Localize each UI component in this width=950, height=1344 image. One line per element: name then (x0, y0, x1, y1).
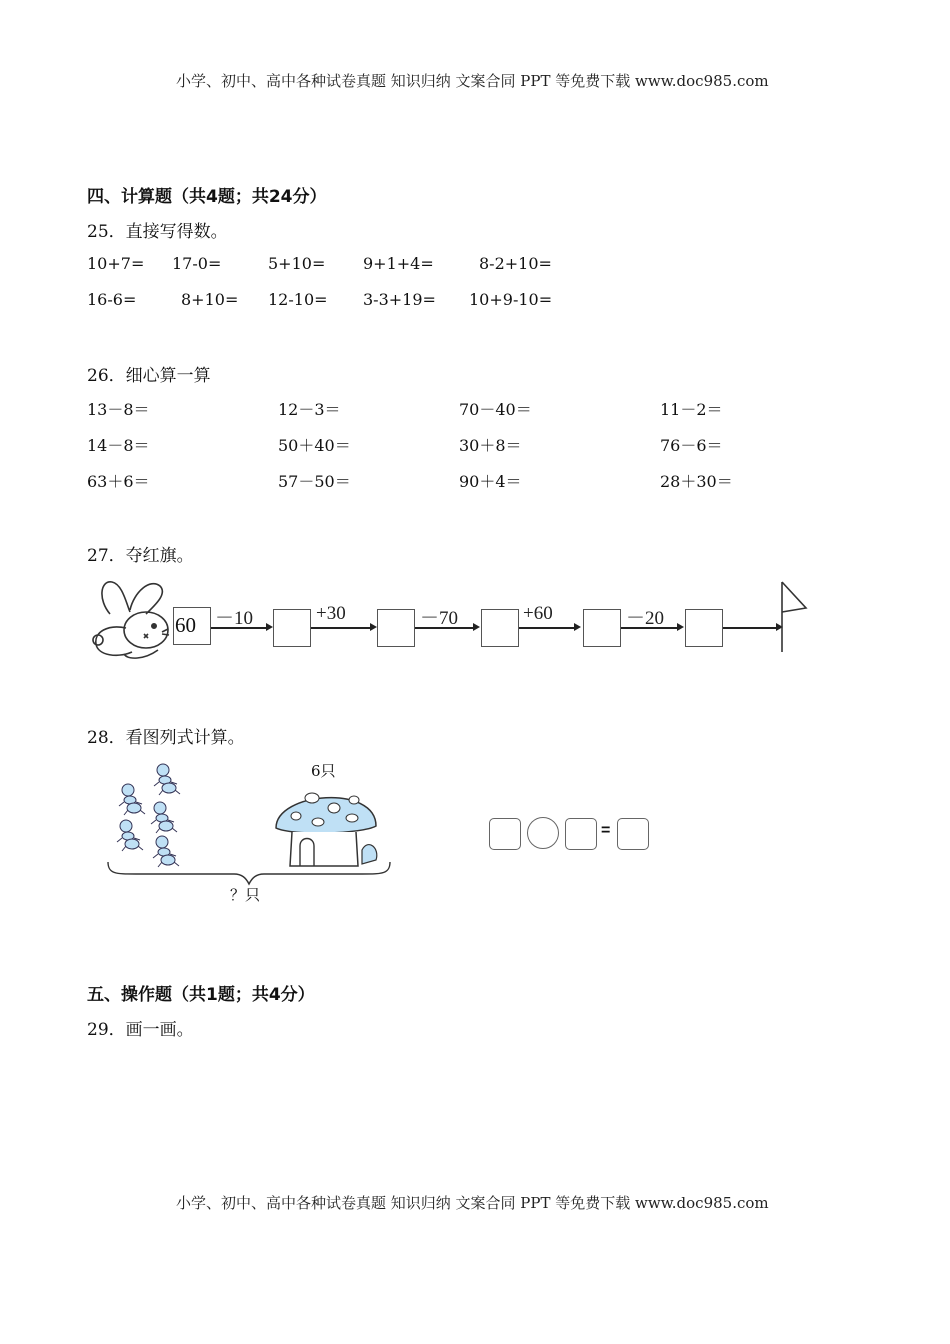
q26-item: 11－2＝ (660, 400, 723, 419)
arrow-head-icon (473, 623, 480, 631)
operation-label: －10 (215, 608, 254, 629)
red-flag-icon (778, 580, 810, 654)
q26-item: 28＋30＝ (660, 472, 733, 491)
answer-box[interactable] (377, 609, 415, 647)
operator-circle[interactable] (527, 817, 559, 849)
question-29-title: 29．画一画。 (87, 1020, 194, 1040)
page-footer: 小学、初中、高中各种试卷真题 知识归纳 文案合同 PPT 等免费下载 www.doc985.com (176, 1194, 769, 1212)
q26-item: 30＋8＝ (459, 436, 522, 455)
equation-blank[interactable] (617, 818, 649, 850)
q25-item: 10+9-10= (469, 290, 553, 309)
operation-label: +30 (316, 603, 346, 624)
house-count-label: 6只 (311, 762, 336, 780)
arrow-line (723, 627, 778, 629)
q25-item: 12-10= (268, 290, 328, 309)
question-27-title: 27．夺红旗。 (87, 546, 194, 566)
q25-item: 8+10= (181, 290, 239, 309)
q26-item: 50＋40＝ (278, 436, 351, 455)
q26-item: 90＋4＝ (459, 472, 522, 491)
q25-item: 5+10= (268, 254, 326, 273)
ants-illustration (108, 762, 198, 872)
arrow-head-icon (574, 623, 581, 631)
arrow-head-icon (266, 623, 273, 631)
q26-item: 70－40＝ (459, 400, 532, 419)
q26-item: 76－6＝ (660, 436, 723, 455)
q25-item: 17-0= (172, 254, 222, 273)
equals-sign: = (601, 822, 611, 839)
q25-item: 10+7= (87, 254, 145, 273)
q26-item: 14－8＝ (87, 436, 150, 455)
q26-item: 63＋6＝ (87, 472, 150, 491)
q25-item: 3-3+19= (363, 290, 436, 309)
arrow-head-icon (677, 623, 684, 631)
q25-item: 8-2+10= (479, 254, 552, 273)
total-unknown-label: ？只 (230, 886, 261, 904)
question-28-title: 28．看图列式计算。 (87, 728, 245, 748)
total-brace (106, 860, 392, 886)
q25-item: 16-6= (87, 290, 137, 309)
operation-label: +60 (523, 603, 553, 624)
arrow-line (519, 627, 576, 629)
answer-box[interactable] (685, 609, 723, 647)
answer-box[interactable] (481, 609, 519, 647)
q26-item: 12－3＝ (278, 400, 341, 419)
q26-item: 13－8＝ (87, 400, 150, 419)
arrow-head-icon (370, 623, 377, 631)
operation-label: －70 (420, 608, 459, 629)
section-title-calculation: 四、计算题（共4题；共24分） (87, 187, 327, 207)
page-header: 小学、初中、高中各种试卷真题 知识归纳 文案合同 PPT 等免费下载 www.doc985.com (176, 72, 769, 90)
answer-box[interactable] (583, 609, 621, 647)
arrow-line (311, 627, 372, 629)
rabbit-illustration (88, 572, 178, 662)
start-value: 60 (175, 613, 196, 637)
q26-item: 57－50＝ (278, 472, 351, 491)
question-26-title: 26．细心算一算 (87, 366, 211, 386)
question-25-title: 25．直接写得数。 (87, 222, 228, 242)
operation-label: －20 (626, 608, 665, 629)
section-title-operation: 五、操作题（共1题；共4分） (87, 985, 315, 1005)
answer-box[interactable] (273, 609, 311, 647)
q25-item: 9+1+4= (363, 254, 434, 273)
equation-blank[interactable] (489, 818, 521, 850)
equation-blank[interactable] (565, 818, 597, 850)
